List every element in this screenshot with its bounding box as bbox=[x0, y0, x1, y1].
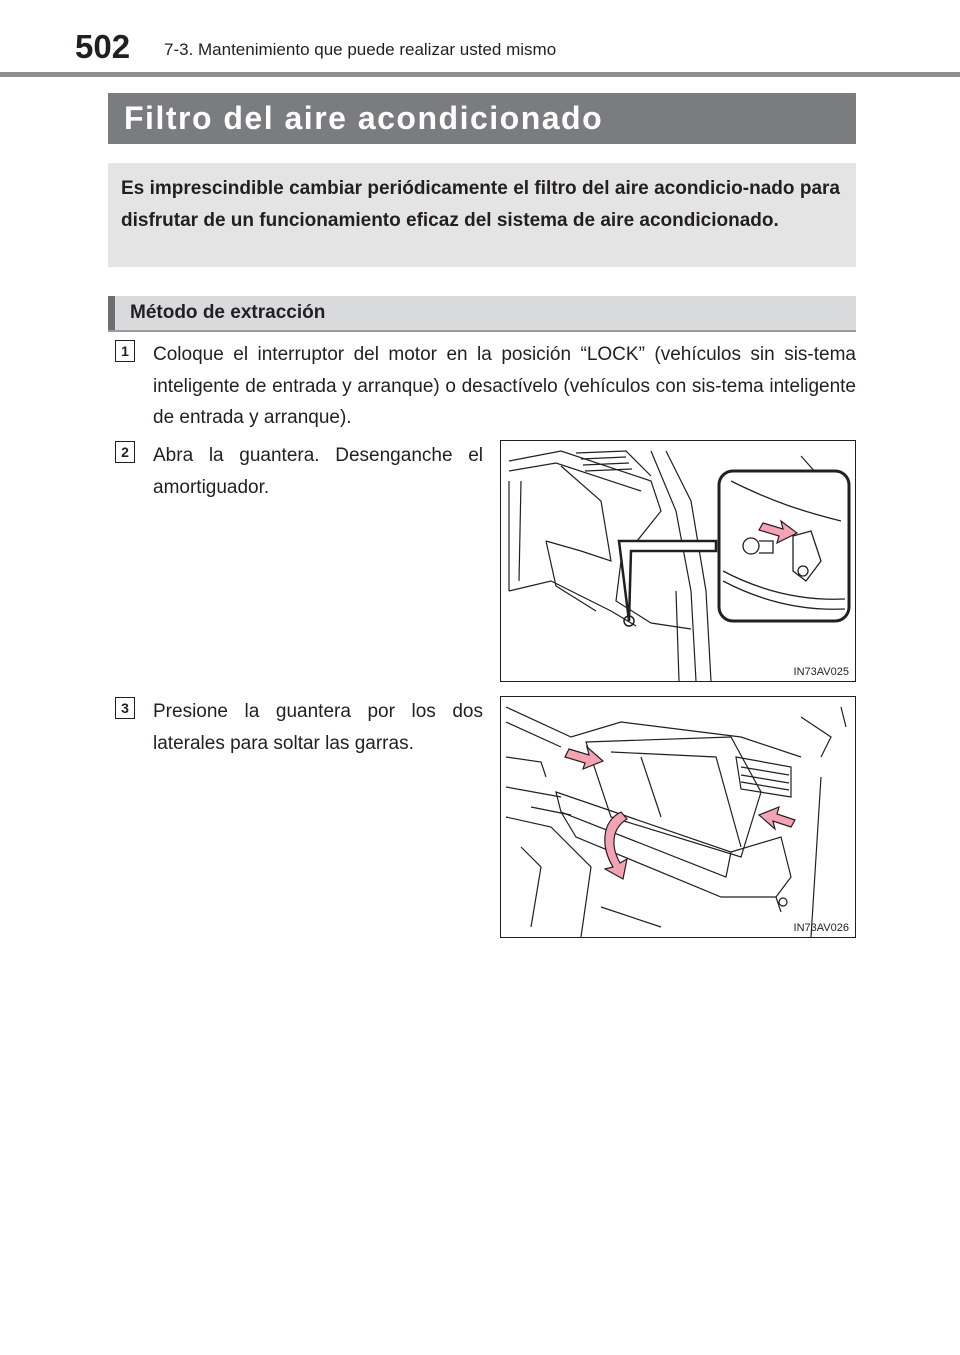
figure-code: IN73AV026 bbox=[793, 922, 849, 934]
section-heading-bar bbox=[108, 296, 856, 332]
intro-text: Es imprescindible cambiar periódicamente el filtro del aire acondicio-nado para disfrutar de un funcionamiento eficaz del sistema de aire acondicionado. bbox=[121, 178, 840, 231]
step-number-3: 3 bbox=[115, 697, 135, 719]
title-bar bbox=[108, 93, 856, 144]
step-number-2: 2 bbox=[115, 441, 135, 463]
chapter-heading: 7-3. Mantenimiento que puede realizar usted mismo bbox=[164, 40, 557, 59]
figure-glovebox-damper bbox=[500, 440, 856, 682]
step-text-3: Presione la guantera por los dos laterales para soltar las garras. bbox=[153, 701, 483, 754]
step-number-1: 1 bbox=[115, 340, 135, 362]
step-text-2: Abra la guantera. Desenganche el amortiguador. bbox=[153, 445, 483, 498]
glovebox-damper-illustration bbox=[501, 441, 855, 681]
figure-code: IN73AV025 bbox=[793, 666, 849, 678]
glovebox-release-illustration bbox=[501, 697, 855, 937]
section-accent bbox=[108, 296, 115, 330]
intro-box bbox=[108, 163, 856, 267]
page-header bbox=[0, 0, 960, 80]
figure-glovebox-release bbox=[500, 696, 856, 938]
section-heading: Método de extracción bbox=[130, 302, 326, 323]
header-divider bbox=[0, 72, 960, 77]
page-number: 502 bbox=[75, 28, 131, 65]
page-title: Filtro del aire acondicionado bbox=[124, 100, 604, 136]
step-text-1: Coloque el interruptor del motor en la posición “LOCK” (vehículos sin sis-tema inteligente de entrada y arranque) o desactívelo (vehículos con sis-tema inteligente de entrada y arranque). bbox=[153, 344, 856, 428]
